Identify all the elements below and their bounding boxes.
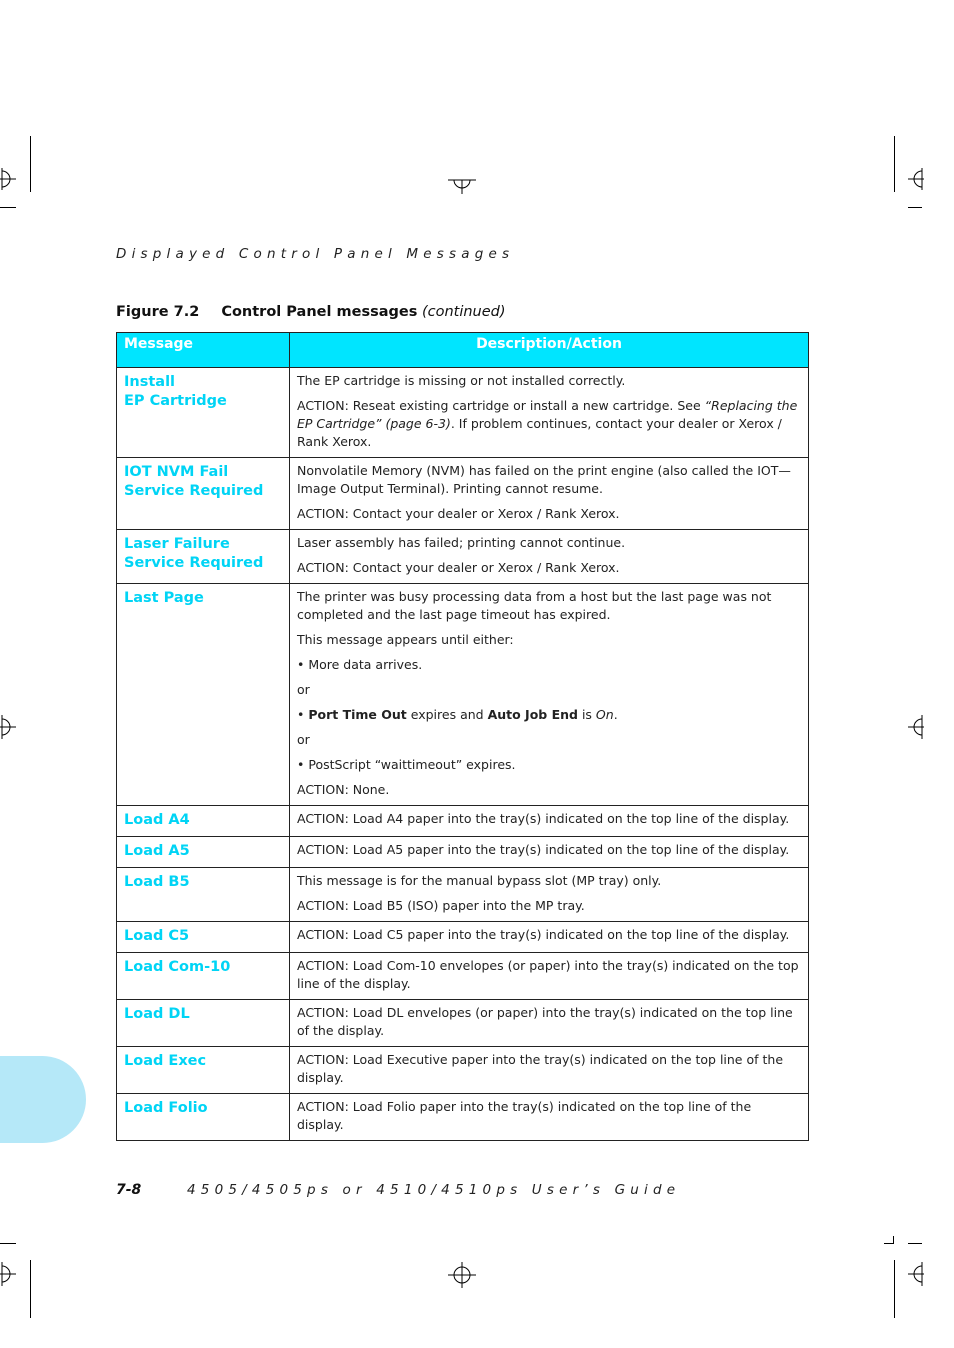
crop-mark bbox=[908, 207, 922, 208]
registration-mark-icon bbox=[0, 1262, 18, 1286]
message-name-line: Load A5 bbox=[124, 843, 190, 859]
message-name-line: Load Com-10 bbox=[124, 959, 231, 975]
table-row bbox=[117, 1094, 809, 1141]
description-paragraph bbox=[297, 462, 800, 498]
description-paragraph bbox=[297, 397, 800, 451]
description-paragraph bbox=[297, 534, 800, 552]
description-cell bbox=[290, 584, 809, 806]
registration-mark-icon bbox=[906, 1262, 924, 1286]
description-text: This message appears until either: bbox=[297, 632, 514, 647]
column-header-description: Description/Action bbox=[290, 333, 809, 368]
running-header: Displayed Control Panel Messages bbox=[116, 246, 515, 262]
description-text: “Replacing the EP Cartridge” (page 6-3) bbox=[297, 398, 798, 431]
description-cell bbox=[290, 953, 809, 1000]
table-row bbox=[117, 837, 809, 868]
message-name-line: Last Page bbox=[124, 590, 204, 606]
message-name-line: Load Folio bbox=[124, 1100, 208, 1116]
registration-mark-icon bbox=[0, 715, 18, 739]
crop-mark bbox=[30, 136, 31, 192]
table-body bbox=[117, 368, 809, 1141]
table-row bbox=[117, 458, 809, 530]
description-text: ACTION: Load Folio paper into the tray(s) indicated on the top line of the display. bbox=[297, 1099, 752, 1132]
description-paragraph bbox=[297, 1051, 800, 1087]
message-name-cell bbox=[117, 458, 290, 530]
message-name-cell bbox=[117, 1094, 290, 1141]
message-name-line: Service Required bbox=[124, 483, 264, 499]
registration-mark-icon bbox=[0, 168, 18, 190]
description-text: ACTION: Contact your dealer or Xerox / Rank Xerox. bbox=[297, 506, 620, 521]
description-text: or bbox=[297, 732, 310, 747]
description-text: is bbox=[577, 707, 596, 722]
description-paragraph bbox=[297, 559, 800, 577]
description-text: ACTION: Load Executive paper into the tray(s) indicated on the top line of the display. bbox=[297, 1052, 784, 1085]
crop-mark bbox=[908, 1243, 922, 1244]
message-name-cell bbox=[117, 1000, 290, 1047]
description-text: This message is for the manual bypass slot (MP tray) only. bbox=[297, 873, 662, 888]
description-paragraph bbox=[297, 588, 800, 624]
message-name-line: Load C5 bbox=[124, 928, 190, 944]
description-paragraph bbox=[297, 706, 800, 724]
figure-continued: (continued) bbox=[421, 304, 506, 320]
table-row bbox=[117, 1000, 809, 1047]
description-paragraph bbox=[297, 681, 800, 699]
message-name-line: Load Exec bbox=[124, 1053, 207, 1069]
description-text: Laser assembly has failed; printing cannot continue. bbox=[297, 535, 626, 550]
message-name-line: Load A4 bbox=[124, 812, 190, 828]
table-row bbox=[117, 584, 809, 806]
registration-mark-icon bbox=[906, 715, 924, 739]
description-text: • PostScript “waittimeout” expires. bbox=[297, 757, 516, 772]
description-cell bbox=[290, 458, 809, 530]
description-paragraph bbox=[297, 897, 800, 915]
description-cell bbox=[290, 837, 809, 868]
figure-caption bbox=[116, 304, 506, 320]
message-name-line: Install bbox=[124, 374, 176, 390]
description-paragraph bbox=[297, 781, 800, 799]
description-text: Nonvolatile Memory (NVM) has failed on the print engine (also called the IOT—Image Output Terminal). Printing cannot resume. bbox=[297, 463, 791, 496]
description-text: On bbox=[595, 707, 614, 722]
crop-mark bbox=[894, 136, 895, 192]
description-text: ACTION: Load A4 paper into the tray(s) indicated on the top line of the display. bbox=[297, 811, 790, 826]
description-paragraph bbox=[297, 656, 800, 674]
message-name-cell bbox=[117, 922, 290, 953]
table-header-row bbox=[117, 333, 809, 368]
message-name-line: Load DL bbox=[124, 1006, 190, 1022]
description-text: ACTION: Load Com-10 envelopes (or paper) into the tray(s) indicated on the top line of the display. bbox=[297, 958, 799, 991]
table-row bbox=[117, 806, 809, 837]
description-cell bbox=[290, 922, 809, 953]
crop-mark bbox=[0, 207, 16, 208]
table-row bbox=[117, 530, 809, 584]
crop-mark bbox=[894, 1260, 895, 1318]
figure-title: Control Panel messages bbox=[221, 304, 418, 320]
message-name-cell bbox=[117, 868, 290, 922]
registration-mark-icon bbox=[448, 176, 476, 194]
crop-mark bbox=[30, 1260, 31, 1318]
description-paragraph bbox=[297, 841, 800, 859]
crop-mark bbox=[0, 1243, 16, 1244]
description-cell bbox=[290, 868, 809, 922]
description-text: expires and bbox=[406, 707, 488, 722]
registration-mark-icon bbox=[448, 1262, 476, 1288]
description-text: • More data arrives. bbox=[297, 657, 423, 672]
description-paragraph bbox=[297, 505, 800, 523]
description-paragraph bbox=[297, 926, 800, 944]
message-name-line: Load B5 bbox=[124, 874, 190, 890]
description-cell bbox=[290, 1094, 809, 1141]
description-cell bbox=[290, 530, 809, 584]
description-text: The printer was busy processing data from a host but the last page was not completed and the last page timeout has expired. bbox=[297, 589, 772, 622]
message-name-line: Laser Failure bbox=[124, 536, 230, 552]
page-number: 7-8 bbox=[116, 1182, 142, 1198]
table-row bbox=[117, 868, 809, 922]
description-paragraph bbox=[297, 872, 800, 890]
description-paragraph bbox=[297, 1098, 800, 1134]
table-row bbox=[117, 953, 809, 1000]
description-text: Port Time Out bbox=[308, 707, 407, 722]
message-name-cell bbox=[117, 1047, 290, 1094]
footer-title: 4505/4505ps or 4510/4510ps User’s Guide bbox=[187, 1182, 681, 1198]
message-name-cell bbox=[117, 530, 290, 584]
message-name-cell bbox=[117, 953, 290, 1000]
description-paragraph bbox=[297, 731, 800, 749]
description-text: ACTION: Reseat existing cartridge or install a new cartridge. See bbox=[297, 398, 705, 413]
description-text: ACTION: Load A5 paper into the tray(s) indicated on the top line of the display. bbox=[297, 842, 790, 857]
table-row bbox=[117, 368, 809, 458]
description-cell bbox=[290, 1047, 809, 1094]
table-row bbox=[117, 922, 809, 953]
message-name-cell bbox=[117, 584, 290, 806]
column-header-message: Message bbox=[117, 333, 290, 368]
description-text: • bbox=[297, 707, 309, 722]
message-name-cell bbox=[117, 806, 290, 837]
description-cell bbox=[290, 368, 809, 458]
description-text: ACTION: Load C5 paper into the tray(s) indicated on the top line of the display. bbox=[297, 927, 790, 942]
figure-number: Figure 7.2 bbox=[116, 304, 200, 320]
crop-mark bbox=[893, 1236, 894, 1244]
description-cell bbox=[290, 1000, 809, 1047]
chapter-side-tab bbox=[0, 1056, 86, 1143]
description-paragraph bbox=[297, 756, 800, 774]
messages-table bbox=[116, 332, 809, 1141]
description-paragraph bbox=[297, 957, 800, 993]
message-name-line: EP Cartridge bbox=[124, 393, 227, 409]
description-text: ACTION: Load B5 (ISO) paper into the MP tray. bbox=[297, 898, 585, 913]
registration-mark-icon bbox=[906, 168, 924, 190]
description-paragraph bbox=[297, 1004, 800, 1040]
description-text: ACTION: Contact your dealer or Xerox / Rank Xerox. bbox=[297, 560, 620, 575]
description-text: The EP cartridge is missing or not installed correctly. bbox=[297, 373, 626, 388]
description-text: Auto Job End bbox=[487, 707, 578, 722]
description-text: or bbox=[297, 682, 310, 697]
description-text: . If problem continues, contact your dealer or Xerox / Rank Xerox. bbox=[297, 416, 782, 449]
message-name-line: IOT NVM Fail bbox=[124, 464, 229, 480]
table-row bbox=[117, 1047, 809, 1094]
description-paragraph bbox=[297, 372, 800, 390]
description-text: ACTION: Load DL envelopes (or paper) into the tray(s) indicated on the top line of the display. bbox=[297, 1005, 793, 1038]
message-name-cell bbox=[117, 837, 290, 868]
description-cell bbox=[290, 806, 809, 837]
message-name-cell bbox=[117, 368, 290, 458]
message-name-line: Service Required bbox=[124, 555, 264, 571]
description-text: . bbox=[613, 707, 618, 722]
description-paragraph bbox=[297, 810, 800, 828]
description-paragraph bbox=[297, 631, 800, 649]
description-text: ACTION: None. bbox=[297, 782, 390, 797]
